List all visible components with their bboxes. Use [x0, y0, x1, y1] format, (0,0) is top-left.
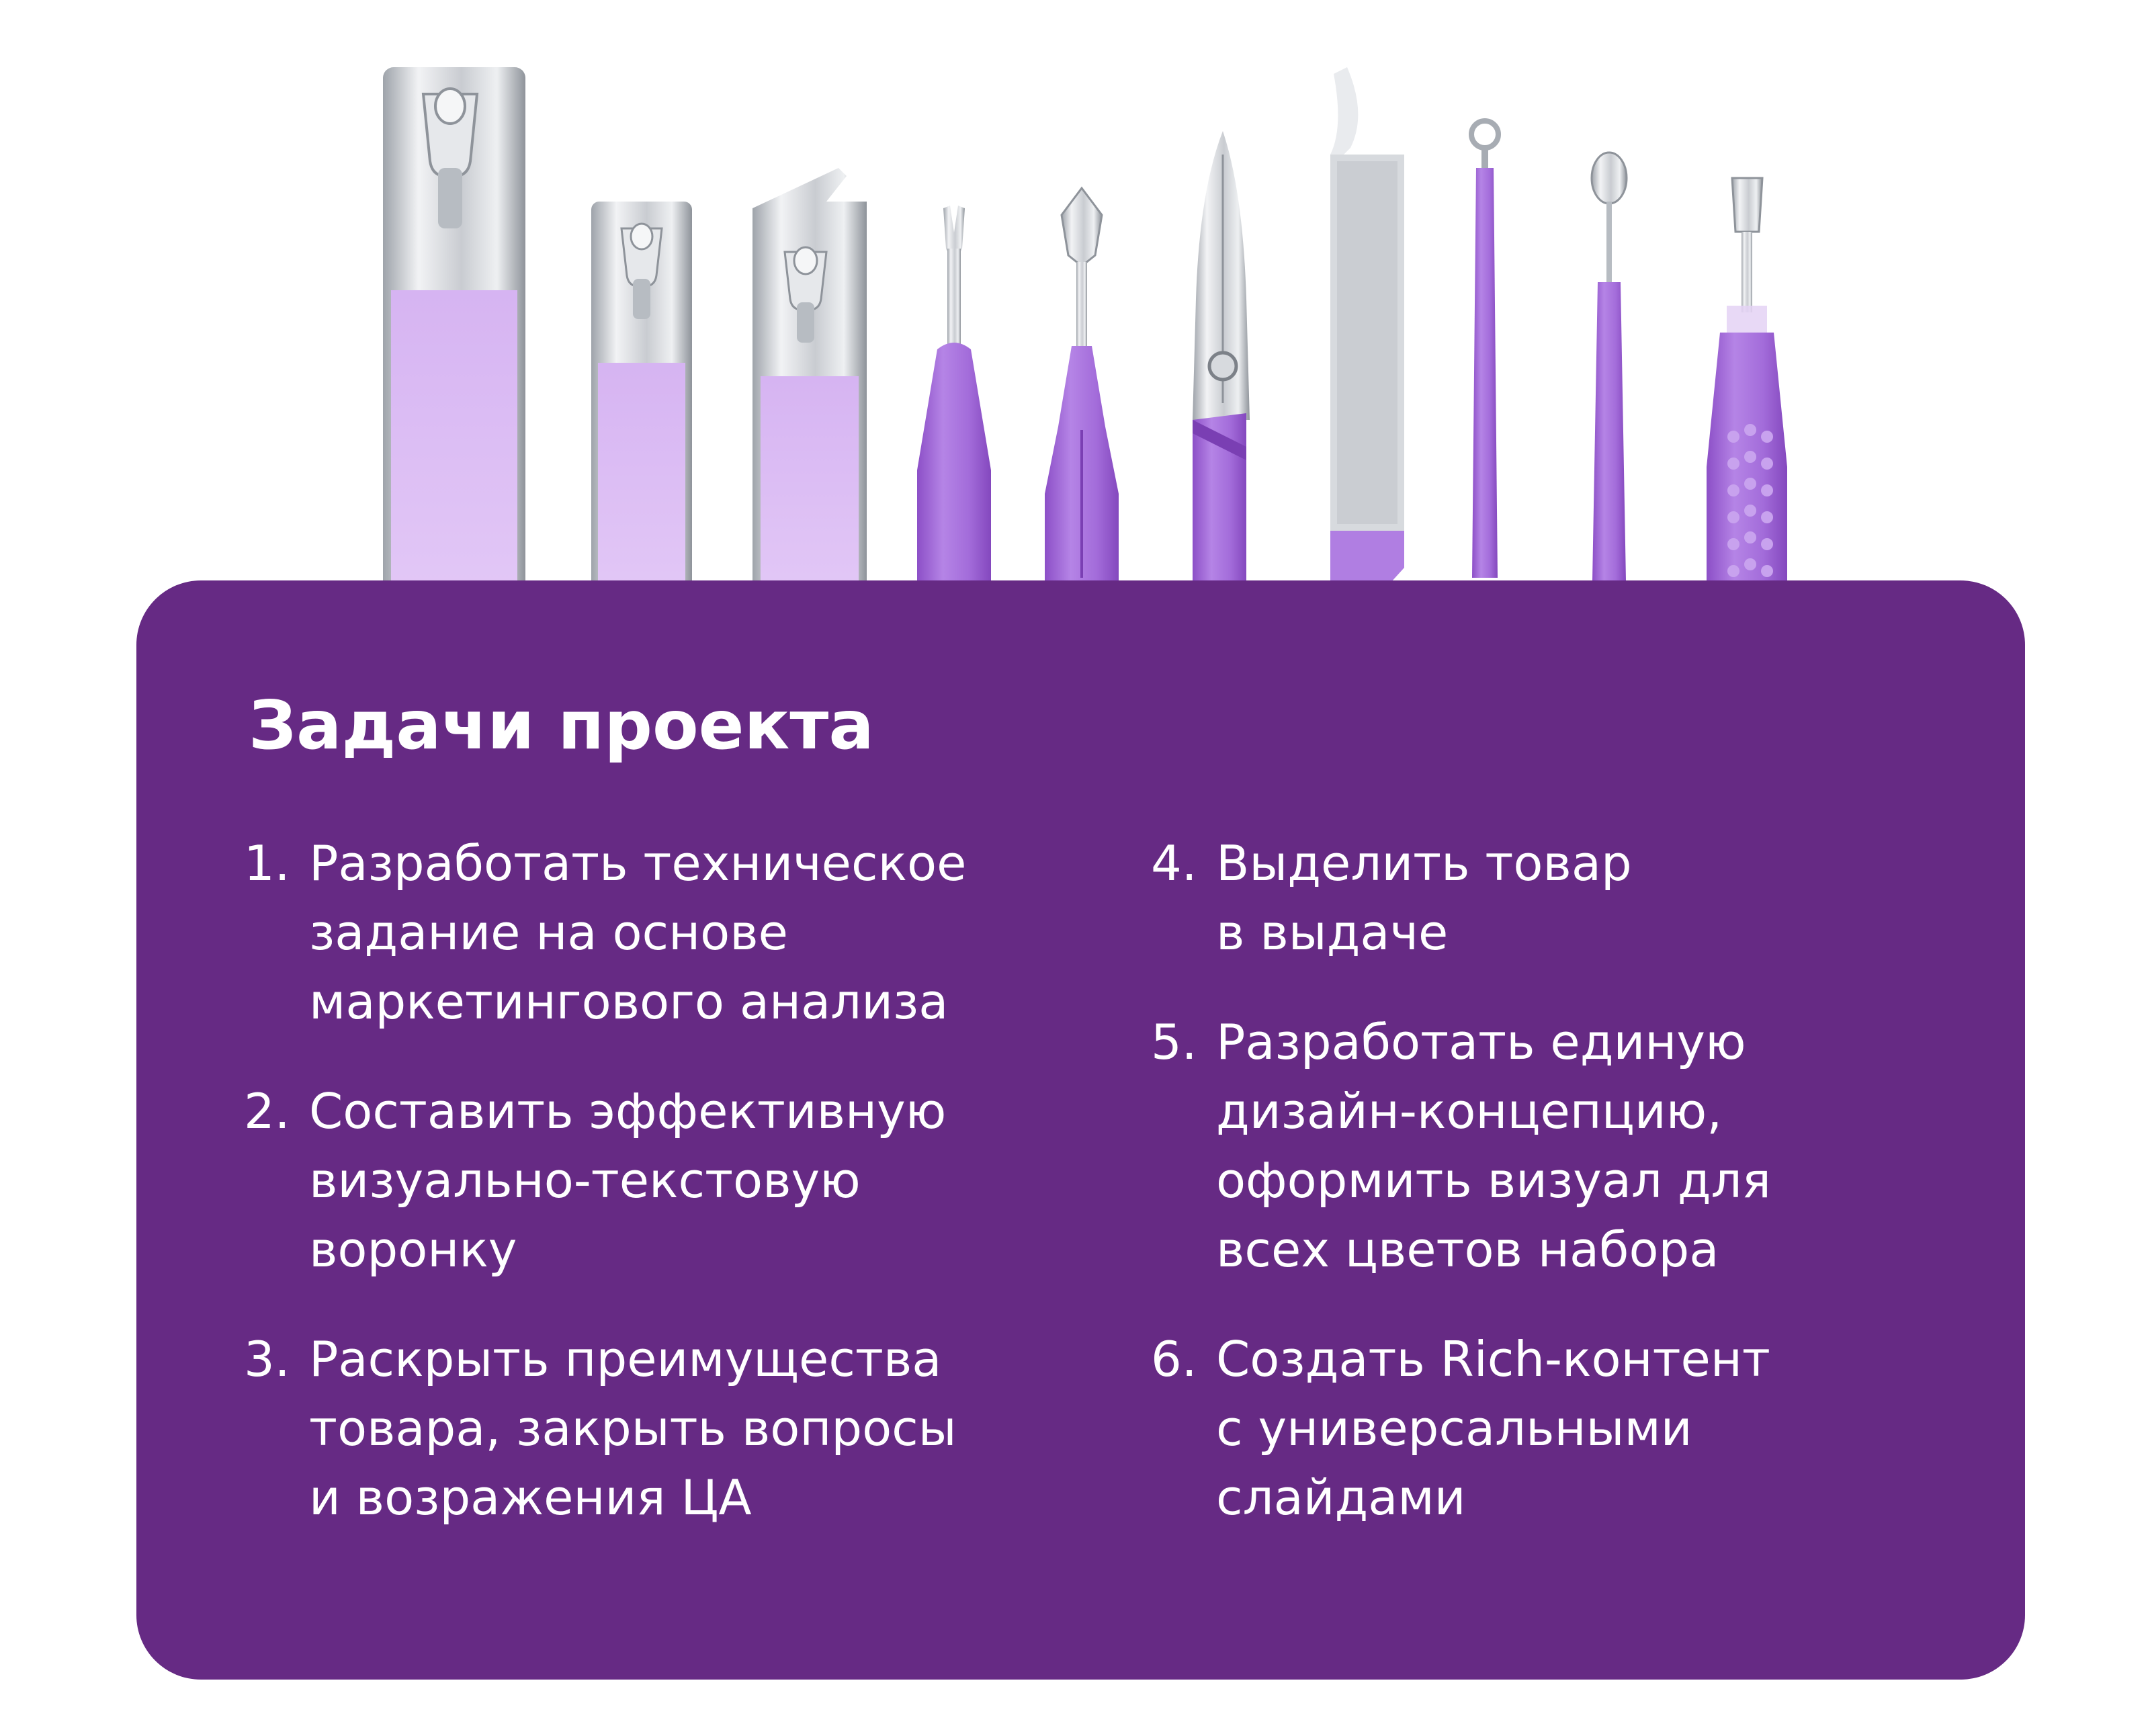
- panel-title: Задачи проекта: [249, 686, 874, 765]
- task-number: 5.: [1151, 1014, 1197, 1070]
- task-text: Раскрыть преимущества товара, закрыть вопросы и возражения ЦА: [309, 1331, 957, 1526]
- task-item: [244, 829, 1090, 1037]
- loop-extractor-icon: [1471, 121, 1498, 578]
- task-text: Выделить товар в выдаче: [1216, 835, 1632, 961]
- tasks-list-right: [1151, 829, 1977, 1532]
- spoon-tool-icon: [1592, 153, 1627, 581]
- slanted-nail-clipper-icon: [752, 168, 867, 591]
- task-item: [1151, 1008, 1977, 1285]
- task-number: 2.: [244, 1083, 290, 1139]
- task-item: [244, 1077, 1090, 1285]
- nail-file-icon: [1330, 67, 1404, 582]
- task-text: Создать Rich-контент с универсальными слайдами: [1216, 1331, 1770, 1526]
- large-nail-clipper-icon: [383, 67, 525, 591]
- manicure-tools-illustration: [0, 0, 2150, 591]
- task-number: 4.: [1151, 835, 1197, 892]
- task-number: 1.: [244, 835, 290, 892]
- tasks-list-left: [244, 829, 1090, 1532]
- task-text: Разработать единую дизайн-концепцию, оформить визуал для всех цветов набора: [1216, 1014, 1771, 1278]
- cuticle-pusher-icon: [917, 206, 991, 591]
- task-text: Составить эффективную визуально-текстовую воронку: [309, 1083, 947, 1278]
- cuticle-nipper-icon: [1707, 178, 1787, 581]
- small-nail-clipper-icon: [591, 202, 692, 591]
- task-item: [1151, 1325, 1977, 1532]
- spatula-pusher-icon: [1045, 188, 1119, 591]
- task-number: 6.: [1151, 1331, 1197, 1387]
- task-item: [1151, 829, 1977, 967]
- task-text: Разработать техническое задание на основе маркетингового анализа: [309, 835, 967, 1030]
- task-number: 3.: [244, 1331, 290, 1387]
- scissors-icon: [1193, 131, 1250, 591]
- task-item: [244, 1325, 1090, 1532]
- project-tasks-panel: [136, 580, 2025, 1680]
